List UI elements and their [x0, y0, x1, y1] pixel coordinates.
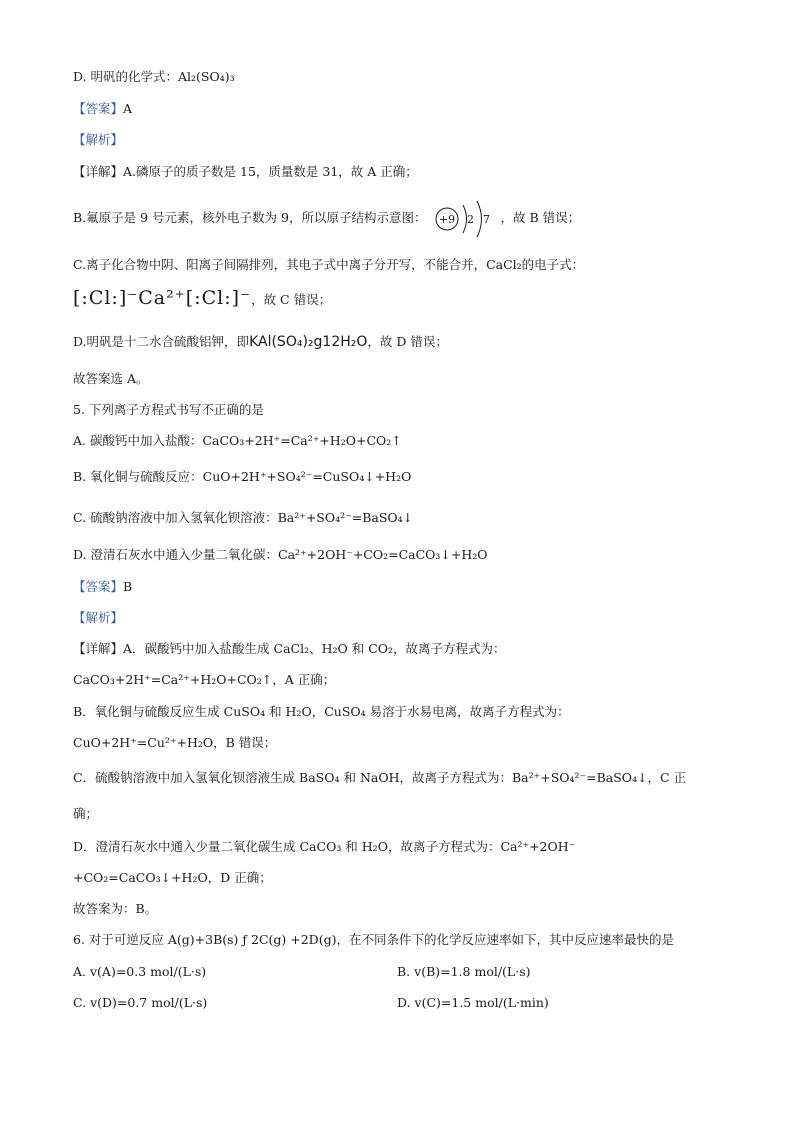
q5-explain-b2: CuO+2H⁺=Cu²⁺+H₂O，B 错误； — [73, 735, 277, 750]
q5-option-d: D. 澄清石灰水中通入少量二氧化碳：Ca²⁺+2OH⁻+CO₂=CaCO₃↓+H₂O — [73, 547, 488, 562]
q4-conclusion: 故答案选 A。 — [73, 371, 149, 386]
analysis-tag: 【解析】 — [73, 610, 124, 625]
q5-explain-a2: CaCO₃+2H⁺=Ca²⁺+H₂O+CO₂↑，A 正确； — [73, 672, 336, 687]
answer-line-1 — [73, 100, 132, 118]
question-5-stem: 5. 下列离子方程式书写不正确的是 — [73, 402, 264, 417]
q5-explain-c1: C．硫酸钠溶液中加入氢氧化钡溶液生成 BaSO₄ 和 NaOH，故离子方程式为：Ba²⁺+SO₄²⁻=BaSO₄↓，C 正 — [73, 770, 687, 785]
answer-tag: 【答案】 — [73, 579, 124, 594]
detail-tag: 【详解】 — [73, 164, 124, 179]
question-6-stem: 6. 对于可逆反应 A(g)+3B(s) ƒ 2C(g) +2D(g)，在不同条件下的化学反应速率如下，其中反应速率最快的是 — [73, 932, 674, 947]
q5-option-a: A. 碳酸钙中加入盐酸：CaCO₃+2H⁺=Ca²⁺+H₂O+CO₂↑ — [73, 433, 402, 448]
q6-option-a: A. v(A)=0.3 mol/(L·s) — [73, 964, 207, 979]
q5-option-b: B. 氧化铜与硫酸反应：CuO+2H⁺+SO₄²⁻=CuSO₄↓+H₂O — [73, 469, 412, 484]
shell-2-electrons: 7 — [483, 212, 491, 226]
q5-conclusion: 故答案为：B。 — [73, 901, 158, 916]
cacl2-lewis-structure: [:Cl:]⁻Ca²⁺[:Cl:]⁻ — [73, 287, 252, 309]
answer-value: B — [123, 579, 133, 594]
q6-option-d: D. v(C)=1.5 mol/(L·min) — [397, 995, 549, 1010]
nucleus-charge: +9 — [439, 212, 456, 226]
q5-explain-d1: D．澄清石灰水中通入少量二氧化碳生成 CaCO₃ 和 H₂O，故离子方程式为：Ca²⁺+2OH⁻ — [73, 839, 576, 854]
answer-tag: 【答案】 — [73, 101, 124, 116]
option-d-prev: D. 明矾的化学式：Al₂(SO₄)₃ — [73, 69, 235, 84]
q6-option-b: B. v(B)=1.8 mol/(L·s) — [397, 964, 531, 979]
alum-formula: KAl(SO₄)₂g12H₂O — [249, 334, 368, 350]
shell-1-electrons: 2 — [467, 212, 475, 226]
detail-line-c1: C.离子化合物中阴、阳离子间隔排列，其电子式中离子分开写，不能合并，CaCl₂的电子式： — [73, 257, 585, 272]
fluorine-atom-diagram — [432, 199, 494, 239]
q5-explain-b1: B．氧化铜与硫酸反应生成 CuSO₄ 和 H₂O，CuSO₄ 易溶于水易电离，故离子方程式为： — [73, 704, 570, 719]
analysis-tag: 【解析】 — [73, 132, 124, 147]
detail-line-d: D.明矾是十二水合硫酸铝钾，即KAl(SO₄)₂g12H₂O，故 D 错误； — [73, 334, 448, 350]
detail-tag: 【详解】 — [73, 641, 124, 656]
q5-explain-a1: 【详解】A．碳酸钙中加入盐酸生成 CaCl₂、H₂O 和 CO₂，故离子方程式为： — [73, 641, 506, 656]
q5-explain-c2: 确； — [73, 806, 99, 821]
detail-line-b: B.氟原子是 9 号元素，核外电子数为 9，所以原子结构示意图： +9 2 7 ，故 B 错误； — [73, 198, 580, 239]
q5-explain-d2: +CO₂=CaCO₃↓+H₂O，D 正确； — [73, 870, 272, 885]
answer-line-2 — [73, 578, 132, 596]
detail-line-a: 【详解】A.磷原子的质子数是 15，质量数是 31，故 A 正确； — [73, 164, 418, 179]
answer-value: A — [123, 101, 133, 116]
q5-option-c: C. 硫酸钠溶液中加入氢氧化钡溶液：Ba²⁺+SO₄²⁻=BaSO₄↓ — [73, 510, 414, 525]
q6-option-c: C. v(D)=0.7 mol/(L·s) — [73, 995, 208, 1010]
detail-line-c2: [:Cl:]⁻Ca²⁺[:Cl:]⁻，故 C 错误； — [73, 287, 332, 309]
